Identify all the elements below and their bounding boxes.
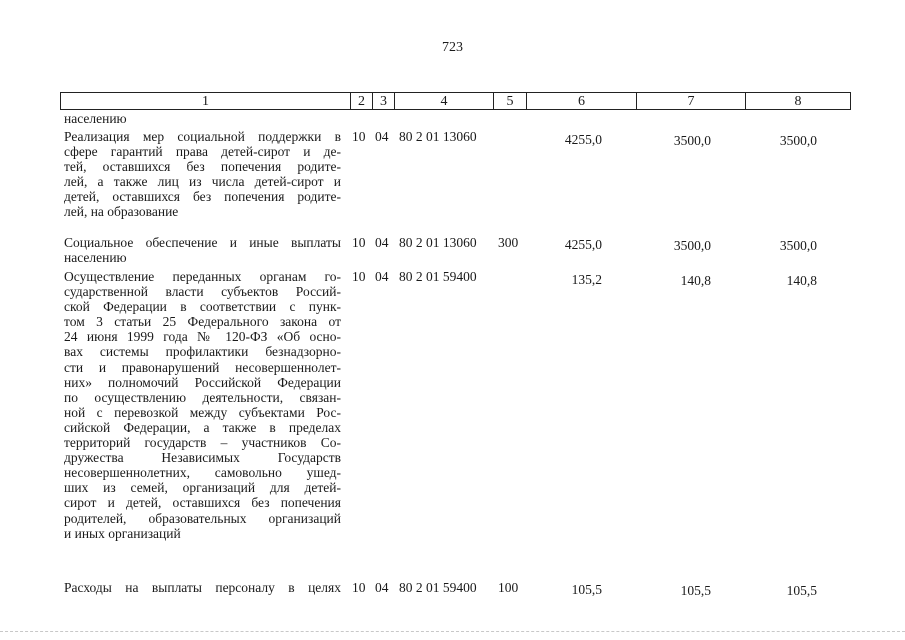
section-code: 10	[352, 129, 366, 144]
description-line: сударственной власти субъектов Россий-	[64, 284, 341, 300]
amount-col-7: 3500,0	[673, 238, 711, 253]
header-col-2: 2	[350, 93, 372, 109]
header-col-5: 5	[493, 93, 526, 109]
description-line: Расходы на выплаты персоналу в целях	[64, 580, 341, 595]
description-line: и иных организаций	[64, 525, 181, 541]
amount-col-6: 4255,0	[564, 132, 602, 147]
description-line: вах системы профилактики безнадзорно-	[64, 344, 341, 360]
section-code: 10	[352, 235, 366, 250]
row-description	[64, 129, 341, 220]
target-code: 80 2 01 59400	[399, 580, 477, 595]
header-col-1: 1	[202, 94, 209, 109]
header-col-7: 7	[636, 93, 745, 109]
description-line: родителей, образовательных организаций	[64, 510, 341, 526]
description-line: лей, на образование	[64, 204, 179, 220]
description-line: по осуществлению деятельности, связан-	[64, 389, 341, 405]
target-code: 80 2 01 13060	[399, 235, 477, 250]
description-line: сийской Федерации, а также в пределах	[64, 419, 341, 435]
description-line: территорий государств – участников Со-	[64, 435, 341, 451]
page-number: 723	[442, 40, 463, 55]
table-header	[60, 92, 851, 110]
amount-col-7: 105,5	[680, 583, 711, 598]
description-line: ской Федерации в соответствии с пунк-	[64, 299, 341, 315]
row-description	[64, 111, 341, 126]
description-line: населению	[64, 111, 127, 126]
row-description	[64, 269, 341, 541]
subsection-code: 04	[375, 269, 389, 284]
section-code: 10	[352, 580, 366, 595]
amount-col-7: 3500,0	[673, 133, 711, 148]
description-line: сирот и детей, оставшихся без попечения	[64, 495, 341, 511]
description-line: ной с перевозкой между субъектами Рос-	[64, 404, 341, 420]
scan-edge-divider	[0, 631, 905, 632]
subsection-code: 04	[375, 580, 389, 595]
description-line: населению	[64, 250, 127, 266]
amount-col-8: 3500,0	[779, 238, 817, 253]
expense-type-code: 300	[498, 235, 519, 250]
description-line: сти и правонарушений несовершеннолет-	[64, 359, 341, 375]
description-line: несовершеннолетних, самовольно ушед-	[64, 465, 341, 481]
description-line: дружества Независимых Государств	[64, 450, 341, 466]
description-line: Реализация мер социальной поддержки в	[64, 129, 341, 144]
header-col-6: 6	[526, 93, 636, 109]
description-line: них» полномочий Российской Федерации	[64, 374, 341, 390]
header-col-4: 4	[394, 93, 493, 109]
amount-col-8: 105,5	[786, 583, 817, 598]
amount-col-6: 4255,0	[564, 237, 602, 252]
amount-col-8: 140,8	[786, 273, 817, 288]
section-code: 10	[352, 269, 366, 284]
description-line: ших из семей, организаций для детей-	[64, 480, 341, 496]
description-line: том 3 статьи 25 Федерального закона от	[64, 314, 341, 330]
row-description	[64, 235, 341, 265]
expense-type-code: 100	[498, 580, 519, 595]
description-line: Осуществление переданных органам го-	[64, 269, 341, 284]
description-line: сфере гарантий права детей-сирот и де-	[64, 144, 341, 160]
target-code: 80 2 01 59400	[399, 269, 477, 284]
description-line: 24 июня 1999 года № 120-ФЗ «Об осно-	[64, 329, 341, 345]
amount-col-7: 140,8	[680, 273, 711, 288]
subsection-code: 04	[375, 235, 389, 250]
target-code: 80 2 01 13060	[399, 129, 477, 144]
description-line: тей, оставшихся без попечения родите-	[64, 159, 341, 175]
header-col-8: 8	[745, 93, 850, 109]
description-line: лей, а также лиц из числа детей-сирот и	[64, 174, 341, 190]
description-line: детей, оставшихся без попечения родите-	[64, 189, 341, 205]
amount-col-8: 3500,0	[779, 133, 817, 148]
header-col-3: 3	[372, 93, 394, 109]
subsection-code: 04	[375, 129, 389, 144]
amount-col-6: 105,5	[571, 582, 602, 597]
description-line: Социальное обеспечение и иные выплаты	[64, 235, 341, 250]
row-description	[64, 580, 341, 595]
amount-col-6: 135,2	[571, 272, 602, 287]
